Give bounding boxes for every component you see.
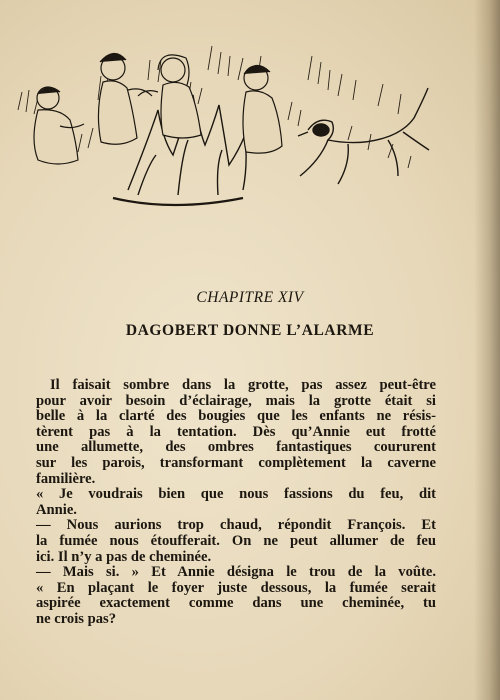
text-line: — Mais si. » Et Annie désigna le trou de la voûte. — [36, 564, 436, 581]
page-spine-shadow — [474, 0, 500, 700]
text-line: belle à la clarté des bougies que les enfants ne résis- — [36, 408, 436, 425]
text-line: « Je voudrais bien que nous fassions du feu, dit — [36, 486, 436, 503]
paragraph-4 — [36, 565, 436, 627]
chapter-illustration — [8, 40, 440, 210]
text-line: une allumette, des ombres fantastiques coururent — [36, 439, 436, 456]
child-second — [98, 53, 152, 144]
text-line: sur les parois, transformant complètement la caverne — [36, 454, 436, 471]
text-line: — Nous aurions trop chaud, répondit François. Et — [36, 517, 436, 534]
text-line: « En plaçant le foyer juste dessous, la fumée serait — [36, 579, 436, 596]
text-line: la fumée nous étoufferait. On ne peut allumer de feu — [36, 532, 436, 549]
text-line: familière. — [36, 470, 96, 487]
chapter-number: CHAPITRE XIV — [196, 289, 304, 306]
child-left — [34, 87, 84, 164]
chapter-body — [36, 378, 436, 628]
dog — [298, 88, 429, 184]
text-line: ne crois pas? — [36, 610, 117, 627]
paragraph-3 — [36, 518, 436, 565]
text-line: Il faisait sombre dans la grotte, pas assez peut-être — [50, 377, 436, 393]
text-line: aspirée exactement comme dans une cheminée, tu — [36, 595, 436, 612]
text-line: pour avoir besoin d’éclairage, mais la grotte était si — [36, 392, 436, 409]
child-girl — [138, 55, 201, 138]
paragraph-2 — [36, 487, 436, 518]
paragraph-1 — [36, 378, 436, 487]
text-line: ici. Il n’y a pas de cheminée. — [36, 548, 212, 565]
text-line: Annie. — [36, 501, 77, 518]
child-right — [243, 65, 282, 153]
text-line: tèrent pas à la tentation. Dès qu’Annie eut frotté — [36, 423, 436, 440]
chapter-title: DAGOBERT DONNE L’ALARME — [125, 322, 375, 339]
